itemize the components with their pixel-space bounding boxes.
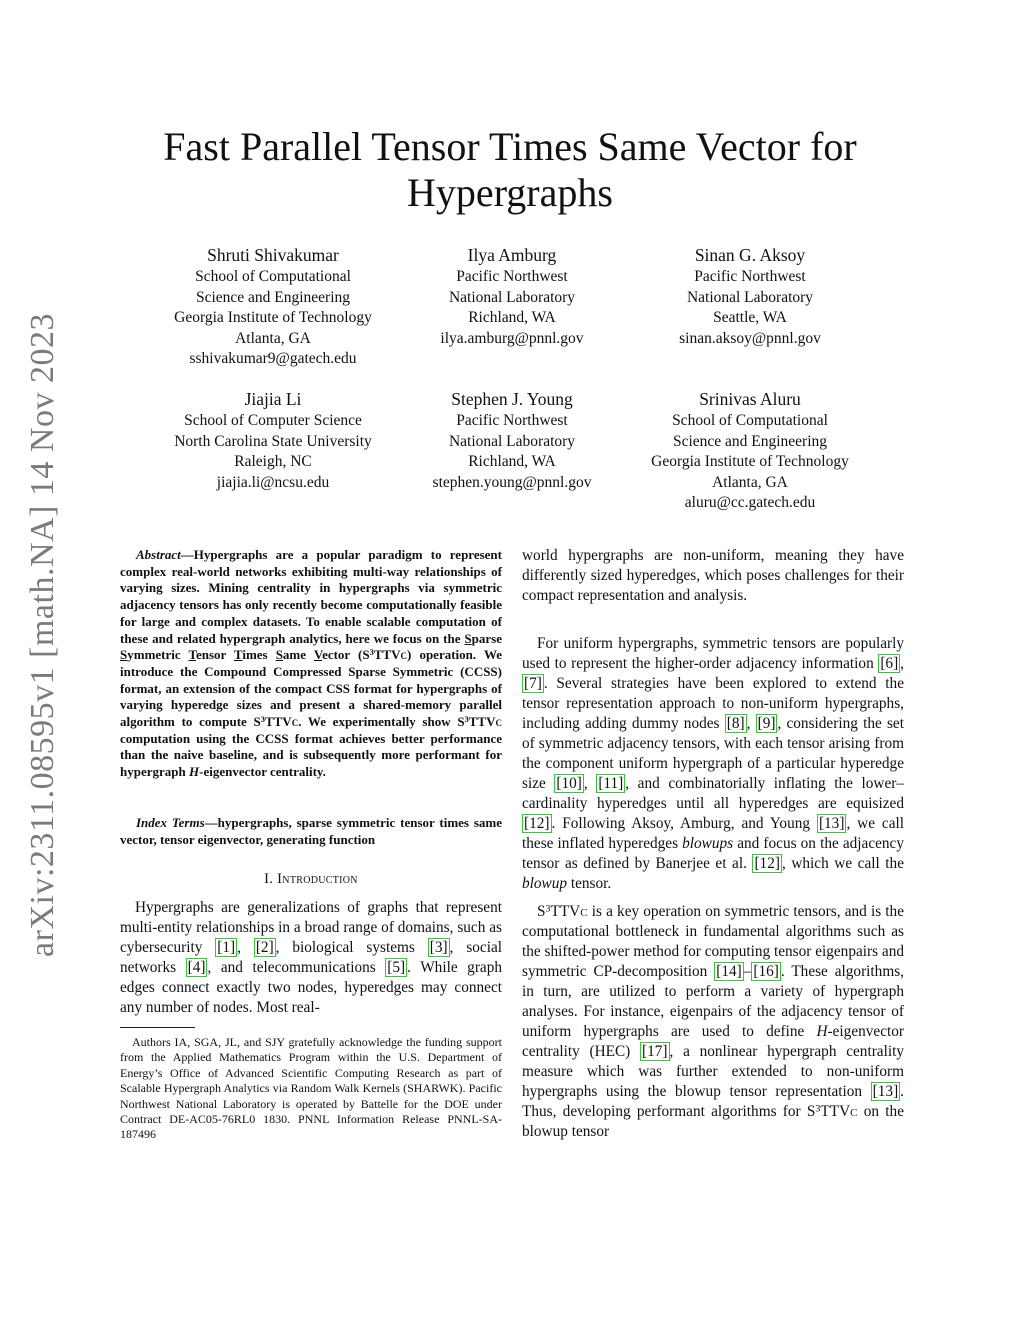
introduction-paragraph: Hypergraphs are generalizations of graphs that represent multi-entity relationships in a broad range of domains, such as cybersecurity [1] , [2] , biological systems [3] , social networks [4] , and telecommunications [5] . While graph edges connect exactly two nodes, hyperedges may connect any number of nodes. Most real- bbox=[120, 899, 502, 1016]
citation-link[interactable]: [8] bbox=[726, 715, 745, 732]
citation-link[interactable]: [16] bbox=[753, 963, 779, 980]
citation-link[interactable]: [5] bbox=[387, 959, 406, 976]
citation-link[interactable]: [9] bbox=[757, 715, 776, 732]
author-block: Srinivas Aluru School of Computational Science and Engineering Georgia Institute of Technology Atlanta, GA aluru@cc.gatech.edu bbox=[651, 389, 849, 512]
author-block: Ilya Amburg Pacific Northwest National Laboratory Richland, WA ilya.amburg@pnnl.gov bbox=[440, 245, 584, 347]
right-paragraph-3: $S^3TTVc$ is a key operation on symmetric tensors, and is the computational bottleneck in fundamental algorithms such as the shifted-power method for computing tensor eigenpairs and symmetric CP-decomposition [14] – [16] . These algorithms, in turn, are utilized to perform a variety of hypergraph analyses. For instance, eigenpairs of the adjacency tensor of uniform hypergraphs are used to define H-eigenvector centrality (HEC) [17] , a nonlinear hypergraph centrality measure which was further extended to non-uniform hypergraphs using the blowup tensor representation [13] . Thus, developing performant algorithms for $S^3TTVc$ on the blowup tensor bbox=[522, 903, 904, 1140]
citation-link[interactable]: [13] bbox=[818, 815, 845, 832]
arxiv-identifier: arXiv:2311.08595v1 [math.NA] 14 Nov 2023 bbox=[24, 313, 62, 957]
author-block: Shruti Shivakumar School of Computational Science and Engineering Georgia Institute of Technology Atlanta, GA sshivakumar9@gatech.edu bbox=[174, 245, 372, 368]
footnote-rule bbox=[120, 1027, 195, 1028]
citation-link[interactable]: [2] bbox=[255, 939, 274, 956]
citation-link[interactable]: [14] bbox=[716, 963, 742, 980]
citation-link[interactable]: [3] bbox=[429, 939, 448, 956]
citation-link[interactable]: [11] bbox=[598, 775, 624, 792]
author-block: Stephen J. Young Pacific Northwest National Laboratory Richland, WA stephen.young@pnnl.gov bbox=[432, 389, 592, 491]
index-terms: Index Terms—hypergraphs, sparse symmetric tensor times same vector, tensor eigenvector, generating function bbox=[120, 815, 503, 847]
abstract: Abstract—Hypergraphs are a popular paradigm to represent complex real-world networks exhibiting multi-way relationships of varying sizes. Mining centrality in hypergraphs via symmetric adjacency tensors has only recently become computationally feasible for large and complex datasets. To enable scalable computation of these and related hypergraph analytics, here we focus on the Sparse Symmetric Tensor Times Same Vector $(S^3TTVc)$ operation. We introduce the Compound Compressed Sparse Symmetric (CCSS) format, an extension of the compact CSS format for hypergraphs of varying hyperedge sizes and present a shared-memory parallel algorithm to compute $S^3TTVc$. We experimentally show $S^3TTVc$ computation using the CCSS format achieves better performance than the naive baseline, and is subsequently more performant for hypergraph H-eigenvector centrality. bbox=[120, 547, 503, 780]
right-paragraph-2: For uniform hypergraphs, symmetric tensors are popularly used to represent the higher-order adjacency information [6] , [7] . Several strategies have been explored to extend the tensor representation approach to non-uniform hypergraphs, including adding dummy nodes [8] , [9] , considering the set of symmetric adjacency tensors, with each tensor arising from the component uniform hypergraph of a particular hyperedge size [10] , [11] , and combinatorially inflating the lower–cardinality hyperedges until all hyperedges are equisized [12] . Following Aksoy, Amburg, and Young [13] , we call these inflated hyperedges blowups and focus on the adjacency tensor as defined by Banerjee et al. [12] , which we call the blowup tensor. bbox=[522, 635, 905, 892]
citation-link[interactable]: [7] bbox=[524, 675, 542, 692]
citation-link[interactable]: [12] bbox=[754, 855, 780, 872]
funding-footnote: Authors IA, SGA, JL, and SJY gratefully acknowledge the funding support from the Applied Mathematics Program within the U.S. Department of Energy’s Office of Advanced Scientific Computing Research as part of Scalable Hypergraph Analytics via Random Walk Kernels (SHARWK). Pacific Northwest National Laboratory is operated by Battelle for the DOE under Contract DE-AC05-76RL0 1830. PNNL Information Release PNNL-SA-187496 bbox=[120, 1035, 502, 1142]
citation-link[interactable]: [4] bbox=[187, 959, 206, 976]
paper-title: Fast Parallel Tensor Times Same Vector for Hypergraphs bbox=[163, 124, 857, 215]
section-heading: I. Introduction bbox=[264, 871, 358, 887]
right-paragraph-1: world hypergraphs are non-uniform, meaning they have differently sized hyperedges, which poses challenges for their compact representation and analysis. bbox=[522, 547, 904, 604]
citation-link[interactable]: [6] bbox=[880, 655, 899, 672]
citation-link[interactable]: [12] bbox=[524, 815, 550, 832]
author-block: Sinan G. Aksoy Pacific Northwest National Laboratory Seattle, WA sinan.aksoy@pnnl.gov bbox=[679, 245, 821, 347]
citation-link[interactable]: [17] bbox=[642, 1043, 668, 1060]
citation-link[interactable]: [10] bbox=[556, 775, 582, 792]
citation-link[interactable]: [13] bbox=[872, 1083, 899, 1100]
author-block: Jiajia Li School of Computer Science North Carolina State University Raleigh, NC jiajia.li@ncsu.edu bbox=[174, 389, 372, 491]
citation-link[interactable]: [1] bbox=[217, 939, 236, 956]
